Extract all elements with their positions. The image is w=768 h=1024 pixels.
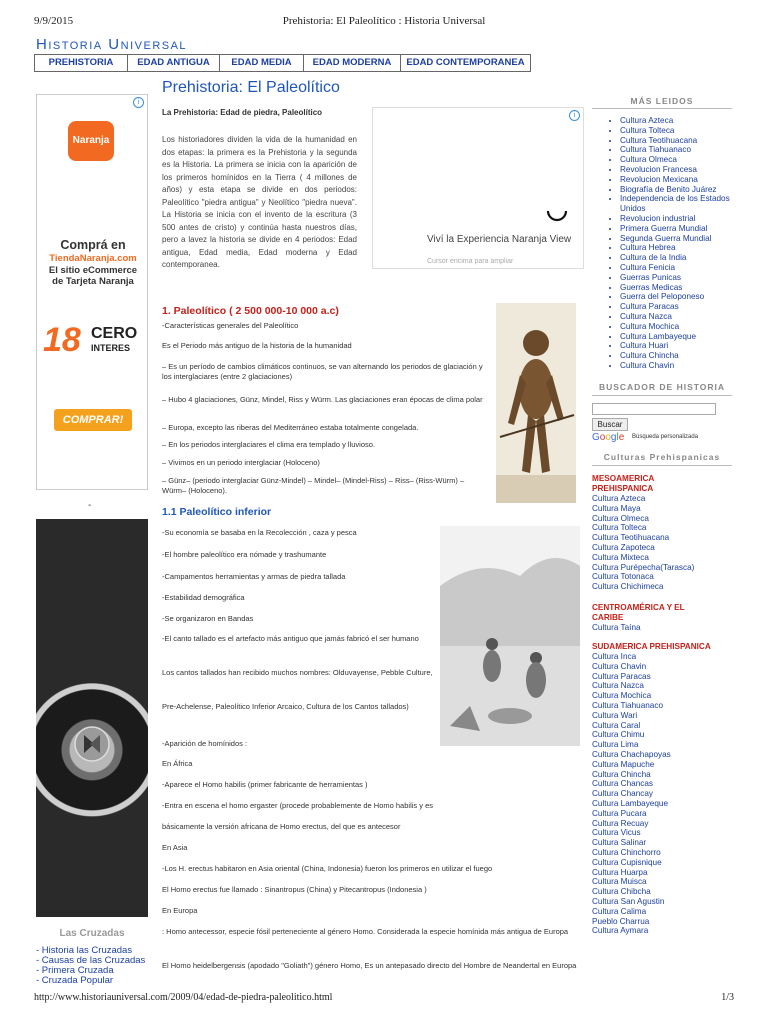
cruzadas-title: Las Cruzadas <box>59 928 125 939</box>
mas-leidos-list <box>608 116 744 371</box>
sudamerica-link[interactable]: Cultura Wari <box>592 710 638 720</box>
cruzadas-link[interactable]: - Historia las Cruzadas <box>36 945 133 956</box>
ad-headline: Comprá en <box>60 238 126 252</box>
hominid-illustration <box>496 303 576 503</box>
sudamerica-link[interactable]: Cultura Lambayeque <box>592 798 669 808</box>
paragraph: El Homo heidelbergensis (apodado "Goliath") género Homo, Es un antepasado directo del Hombre de Neandertal en Europa <box>162 961 577 970</box>
mas-leidos-link[interactable]: • Independencia de los Estados Unidos <box>620 194 744 214</box>
mas-leidos-link[interactable]: • Cultura Mochica <box>620 322 744 332</box>
paragraph: En África <box>162 759 193 768</box>
sudamerica-link[interactable]: Cultura Aymara <box>592 926 649 936</box>
mas-leidos-link[interactable]: • Cultura Hebrea <box>620 243 744 253</box>
paragraph: – En los periodos interglaciares el clima era templado y lluvioso. <box>162 440 376 449</box>
nav-edad-antigua[interactable]: EDAD ANTIGUA <box>128 55 220 71</box>
mesoamerica-link[interactable]: Cultura Tolteca <box>592 523 647 533</box>
mesoamerica-link[interactable]: Cultura Purépecha(Tarasca) <box>592 562 695 572</box>
mas-leidos-link[interactable]: • Cultura Olmeca <box>620 155 744 165</box>
sudamerica-link[interactable]: Cultura Huarpa <box>592 867 648 877</box>
paragraph: Pre-Achelense, Paleolítico Inferior Arcaico, Cultura de los Cantos tallados) <box>162 702 409 711</box>
mas-leidos-link[interactable]: • Cultura Lambayeque <box>620 332 744 342</box>
mesoamerica-link[interactable]: Cultura Azteca <box>592 494 646 503</box>
mas-leidos-link[interactable]: • Cultura Nazca <box>620 312 744 322</box>
ad-separator: - <box>88 500 92 511</box>
print-page-number: 1/3 <box>721 992 734 1003</box>
mesoamerica-link[interactable]: Cultura Zapoteca <box>592 542 655 552</box>
mas-leidos-link[interactable]: • Cultura Teotihuacana <box>620 136 744 146</box>
google-caption: Búsqueda personalizada <box>632 434 699 440</box>
sudamerica-link[interactable]: Cultura San Agustin <box>592 896 665 906</box>
sudamerica-list <box>592 652 671 936</box>
mas-leidos-link[interactable]: • Revolucion industrial <box>620 214 744 224</box>
paragraph: -Campamentos herramientas y armas de piedra tallada <box>162 572 346 581</box>
divider <box>592 465 732 466</box>
sudamerica-link[interactable]: Cultura Paracas <box>592 671 651 681</box>
paragraph: El Homo erectus fue llamado : Sinantropus (China) y Pitecantropus (Indonesia ) <box>162 885 427 894</box>
sudamerica-link[interactable]: Cultura Chimu <box>592 730 645 740</box>
paragraph: – Vivimos en un periodo interglaciar (Holoceno) <box>162 458 320 467</box>
mesoamerica-link[interactable]: Cultura Chichimeca <box>592 582 664 592</box>
paragraph: -Aparición de homínidos : <box>162 739 248 748</box>
paragraph: Es el Periodo más antiguo de la historia de la humanidad <box>162 341 352 350</box>
paragraph: – Günz– (periodo interglaciar Günz-Mindel) – Mindel– (Mindel-Riss) – Riss– (Riss-Würm) – Würm– (Holoceno). <box>162 476 465 495</box>
paragraph: – Europa, excepto las riberas del Mediterráneo estaba totalmente congelada. <box>162 423 419 432</box>
sudamerica-link[interactable]: Cultura Mapuche <box>592 759 655 769</box>
divider <box>592 108 732 109</box>
car-wheel-photo <box>36 519 148 917</box>
paragraph: -Aparece el Homo habilis (primer fabricante de herramientas ) <box>162 780 368 789</box>
mas-leidos-link[interactable]: • Segunda Guerra Mundial <box>620 234 744 244</box>
naranja-logo: Naranja <box>68 121 114 161</box>
mesoamerica-link[interactable]: Cultura Teotihuacana <box>592 533 670 543</box>
paragraph: -Se organizaron en Bandas <box>162 614 254 623</box>
ad-comprar-button[interactable]: COMPRAR! <box>54 409 132 431</box>
sudamerica-link[interactable]: Cultura Tiahuanaco <box>592 700 664 710</box>
culturas-title: Culturas Prehispanicas <box>603 452 721 462</box>
paragraph: En Asia <box>162 843 188 852</box>
adchoices-icon[interactable]: i <box>569 110 580 121</box>
sudamerica-link[interactable]: Cultura Chinchorro <box>592 847 661 857</box>
paragraph: : Homo antecessor, especie fósil perteneciente al género Homo. Considerada la especie homínida más antigua de Europa <box>162 927 569 936</box>
paragraph: Los cantos tallados han recibido muchos nombres: Olduvayense, Pebble Culture, <box>162 668 433 677</box>
paragraph: -El hombre paleolítico era nómade y trashumante <box>162 550 327 559</box>
sudamerica-heading: SUDAMERICA PREHISPANICA <box>592 642 711 651</box>
sudamerica-link[interactable]: Pueblo Charrua <box>592 916 650 926</box>
buscador-title: BUSCADOR DE HISTORIA <box>598 382 726 392</box>
sudamerica-link[interactable]: Cultura Chavin <box>592 661 647 671</box>
ad-title: Viví la Experiencia Naranja View <box>427 234 572 245</box>
nav-edad-moderna[interactable]: EDAD MODERNA <box>304 55 401 71</box>
google-logo: Google <box>592 432 625 443</box>
top-navigation <box>34 54 531 72</box>
mas-leidos-link[interactable]: • Biografía de Benito Juárez <box>620 185 744 195</box>
mesoamerica-link[interactable]: Cultura Totonaca <box>592 572 654 582</box>
paragraph: – Es un período de cambios climáticos continuos, se van alternando los periodos de glaciación y los interglaciares (entre 2 glaciaciones) <box>162 362 483 381</box>
sudamerica-link[interactable]: Cultura Lima <box>592 740 639 750</box>
sudamerica-link[interactable]: Cultura Cupisnique <box>592 857 662 867</box>
ad-text-line: El sitio eCommerce <box>48 265 138 276</box>
mesoamerica-heading: MESOAMERICA PREHISPANICA <box>592 474 655 493</box>
sudamerica-link[interactable]: Cultura Recuay <box>592 818 649 828</box>
site-title[interactable]: Historia Universal <box>36 36 188 53</box>
ad-interes-label: INTERES <box>91 343 131 353</box>
inline-advertisement[interactable] <box>372 107 584 269</box>
sudamerica-link[interactable]: Cultura Chibcha <box>592 887 651 897</box>
paragraph: -Los H. erectus habitaron en Asia oriental (China, Indonesia) fueron los primeros en utilizar el fuego <box>162 864 493 873</box>
mas-leidos-link[interactable]: • Cultura Fenicia <box>620 263 744 273</box>
print-title: Prehistoria: El Paleolítico : Historia Universal <box>282 15 486 27</box>
mas-leidos-title: MÁS LEIDOS <box>630 96 694 106</box>
mas-leidos-link[interactable]: • Cultura Tiahuanaco <box>620 145 744 155</box>
mas-leidos-link[interactable]: • Cultura Chincha <box>620 351 744 361</box>
ad-text-line: de Tarjeta Naranja <box>52 276 134 287</box>
mesoamerica-link[interactable]: Cultura Maya <box>592 503 641 513</box>
paragraph: -Características generales del Paleolítico <box>162 321 299 330</box>
sudamerica-link[interactable]: Cultura Chachapoyas <box>592 749 671 759</box>
car-emblem-icon <box>74 726 110 762</box>
mas-leidos-link[interactable]: • Cultura Huari <box>620 341 744 351</box>
mas-leidos-link[interactable]: • Cultura Tolteca <box>620 126 744 136</box>
mesoamerica-link[interactable]: Cultura Olmeca <box>592 513 649 523</box>
paragraph: -El canto tallado es el artefacto más antiguo que jamás fabricó el ser humano <box>162 634 419 643</box>
cruzadas-link[interactable]: - Primera Cruzada <box>36 965 114 976</box>
sudamerica-link[interactable]: Cultura Mochica <box>592 691 652 701</box>
sudamerica-link[interactable]: Cultura Pucara <box>592 808 647 818</box>
nav-edad-contemporanea[interactable]: EDAD CONTEMPORANEA <box>406 57 525 68</box>
print-date: 9/9/2015 <box>34 15 74 27</box>
mas-leidos-link[interactable]: • Guerras Medicas <box>620 283 744 293</box>
search-button[interactable]: Buscar <box>592 418 628 431</box>
post-title[interactable]: Prehistoria: El Paleolítico <box>162 79 340 96</box>
divider <box>592 395 732 396</box>
ad-installments-number: 18 <box>43 321 81 359</box>
mesoamerica-list <box>592 494 694 592</box>
paragraph: -Su economía se basaba en la Recolección , caza y pesca <box>162 528 357 537</box>
sudamerica-link[interactable]: Cultura Chincha <box>592 769 651 779</box>
mas-leidos-link[interactable]: • Revolucion Francesa <box>620 165 744 175</box>
cruzadas-link[interactable]: - Causas de las Cruzadas <box>36 955 146 966</box>
mas-leidos-link[interactable]: • Cultura de la India <box>620 253 744 263</box>
centroamerica-list <box>592 623 641 633</box>
left-advertisement[interactable] <box>36 94 148 490</box>
sudamerica-link[interactable]: Cultura Caral <box>592 720 641 730</box>
ad-subtitle: Cursor encima para ampliar <box>427 258 514 265</box>
search-input[interactable] <box>592 403 716 415</box>
mas-leidos-link[interactable]: • Guerras Punicas <box>620 273 744 283</box>
mas-leidos-link[interactable]: • Primera Guerra Mundial <box>620 224 744 234</box>
cruzadas-link[interactable]: - Cruzada Popular <box>36 975 114 986</box>
post-subtitle: La Prehistoria: Edad de piedra, Paleolítico <box>162 108 323 117</box>
paragraph: En Europa <box>162 906 198 915</box>
adchoices-icon[interactable]: i <box>133 97 144 108</box>
section-heading-paleolitico: 1. Paleolítico ( 2 500 000-10 000 a.c) <box>162 305 339 317</box>
sudamerica-link[interactable]: Cultura Muisca <box>592 877 647 887</box>
sudamerica-link[interactable]: Cultura Vicus <box>592 828 641 838</box>
mas-leidos-link[interactable]: • Cultura Azteca <box>620 116 744 126</box>
sudamerica-link[interactable]: Cultura Nazca <box>592 681 644 691</box>
loading-spinner-icon <box>545 199 569 223</box>
centroamerica-heading: CENTROAMÉRICA Y EL CARIBE <box>592 603 685 622</box>
mas-leidos-link[interactable]: • Guerra del Peloponeso <box>620 292 744 302</box>
sudamerica-link[interactable]: Cultura Salinar <box>592 838 647 848</box>
sudamerica-link[interactable]: Cultura Chancas <box>592 779 653 789</box>
intro-paragraph: Los historiadores dividen la vida de la humanidad en dos etapas: la primera es la Prehistoria y la segunda es la Historia. La primera se inicia con la aparición de los primeros homínidos en la Tierra ( 4 millones de años) y esta etapa se divide en dos periodos: Paleolítico "piedra antigua" y Neolítico "piedra nueva". La Historia se inicia con el invento de la escritura (3 500 antes de cristo) y continúa hasta nuestros días, pero a lavez la historia se divide en 4 periodos: Edad antigua, Edad media, Edad moderna y Edad contemporanea. <box>162 135 357 269</box>
print-url: http://www.historiauniversal.com/2009/04/edad-de-piedra-paleolitico.html <box>34 992 333 1003</box>
paragraph: básicamente la versión africana de Homo erectus, del que es antecesor <box>162 822 401 831</box>
mas-leidos-link[interactable]: • Cultura Paracas <box>620 302 744 312</box>
sudamerica-link[interactable]: Cultura Calima <box>592 906 647 916</box>
paragraph: -Estabilidad demográfica <box>162 593 245 602</box>
paragraph: – Hubo 4 glaciaciones, Günz, Mindel, Riss y Würm. Las glaciaciones eran épocas de clima polar <box>162 395 483 404</box>
mas-leidos-link[interactable]: • Cultura Chavin <box>620 361 744 371</box>
nav-edad-media[interactable]: EDAD MEDIA <box>220 55 304 71</box>
sudamerica-link[interactable]: Cultura Chancay <box>592 789 653 799</box>
mas-leidos-link[interactable]: • Revolucion Mexicana <box>620 175 744 185</box>
section-heading-paleolitico-inferior: 1.1 Paleolítico inferior <box>162 506 272 518</box>
ad-brand: TiendaNaranja.com <box>49 253 137 264</box>
centroamerica-link[interactable]: Cultura Taína <box>592 623 641 632</box>
nav-prehistoria[interactable]: PREHISTORIA <box>35 55 128 71</box>
cruzadas-list <box>36 946 145 986</box>
sudamerica-link[interactable]: Cultura Inca <box>592 652 637 661</box>
mesoamerica-link[interactable]: Cultura Mixteca <box>592 552 649 562</box>
ad-cero-label: CERO <box>91 325 138 342</box>
paragraph: -Entra en escena el homo ergaster (procede probablemente de Homo habilis y es <box>162 801 433 810</box>
